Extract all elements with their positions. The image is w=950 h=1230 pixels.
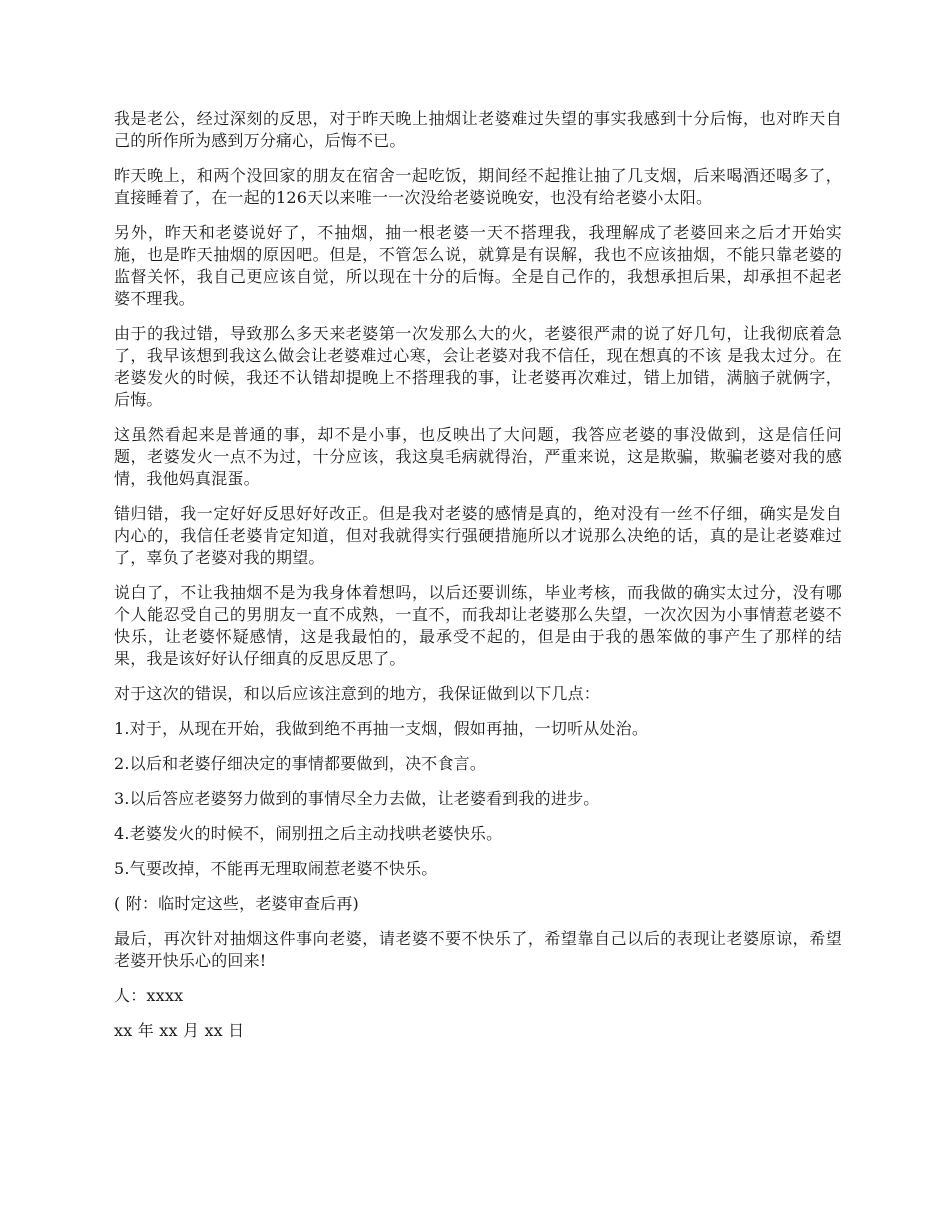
paragraph-last-night: 昨天晚上，和两个没回家的朋友在宿舍一起吃饭，期间经不起推让抽了几支烟，后来喝酒还喝多了，直接睡着了，在一起的126天以来唯一一次没给老婆说晚安，也没有给老婆小太阳。 [114,166,842,207]
date: xx 年 xx 月 xx 日 [114,1021,245,1040]
paragraph-note: ( 附：临时定这些，老婆审查后再) [114,894,359,913]
promise-item-2: 2.以后和老婆仔细决定的事情都要做到，决不食言。 [114,754,487,773]
promise-item-3: 3.以后答应老婆努力做到的事情尽全力去做，让老婆看到我的进步。 [114,789,600,808]
paragraph-trust: 这虽然看起来是普通的事，却不是小事，也反映出了大问题，我答应老婆的事没做到，这是信任问题，老婆发火一点不为过，十分应该，我这臭毛病就得治，严重来说，这是欺骗，欺骗老婆对我的感情，我他妈真混蛋。 [114,425,842,488]
document-body [114,108,842,1055]
paragraph-mistake: 由于的我过错，导致那么多天来老婆第一次发那么大的火，老婆很严肃的说了好几句，让我彻底着急了，我早该想到我这么做会让老婆难过心寒，会让老婆对我不信任，现在想真的不该 是我太过分。在老婆发火的时候，我还不认错却提晚上不搭理我的事，让老婆再次难过，错上加错，满脑子就俩字，后悔。 [114,324,842,409]
paragraph-agreement: 另外，昨天和老婆说好了，不抽烟，抽一根老婆一天不搭理我，我理解成了老婆回来之后才开始实施，也是昨天抽烟的原因吧。但是，不管怎么说，就算是有误解，我也不应该抽烟，不能只靠老婆的监督关怀，我自己更应该自觉，所以现在十分的后悔。全是自己作的，我想承担后果，却承担不起老婆不理我。 [114,223,842,308]
paragraph-correction: 错归错，我一定好好反思好好改正。但是我对老婆的感情是真的，绝对没有一丝不仔细，确实是发自内心的，我信任老婆肯定知道，但对我就得实行强硬措施所以才说那么决绝的话，真的是让老婆难过了，辜负了老婆对我的期望。 [114,504,842,567]
paragraph-promise-intro: 对于这次的错误，和以后应该注意到的地方，我保证做到以下几点： [114,684,601,703]
paragraph-intro: 我是老公，经过深刻的反思，对于昨天晚上抽烟让老婆难过失望的事实我感到十分后悔，也对昨天自己的所作所为感到万分痛心，后悔不已。 [114,109,842,150]
paragraph-reflection: 说白了，不让我抽烟不是为我身体着想吗，以后还要训练，毕业考核，而我做的确实太过分，没有哪个人能忍受自己的男朋友一直不成熟，一直不，而我却让老婆那么失望，一次次因为小事情惹老婆不快乐，让老婆怀疑感情，这是我最怕的，最承受不起的，但是由于我的愚笨做的事产生了那样的结果，我是该好好认仔细真的反思反思了。 [114,583,842,668]
paragraph-closing: 最后，再次针对抽烟这件事向老婆，请老婆不要不快乐了，希望靠自己以后的表现让老婆原谅，希望老婆开快乐心的回来! [114,929,842,970]
signature: 人：xxxx [114,986,184,1005]
promise-item-4: 4.老婆发火的时候不，闹别扭之后主动找哄老婆快乐。 [114,824,503,843]
promise-item-1: 1.对于，从现在开始，我做到绝不再抽一支烟，假如再抽，一切听从处治。 [114,719,649,738]
promise-item-5: 5.气要改掉，不能再无理取闹惹老婆不快乐。 [114,859,438,878]
